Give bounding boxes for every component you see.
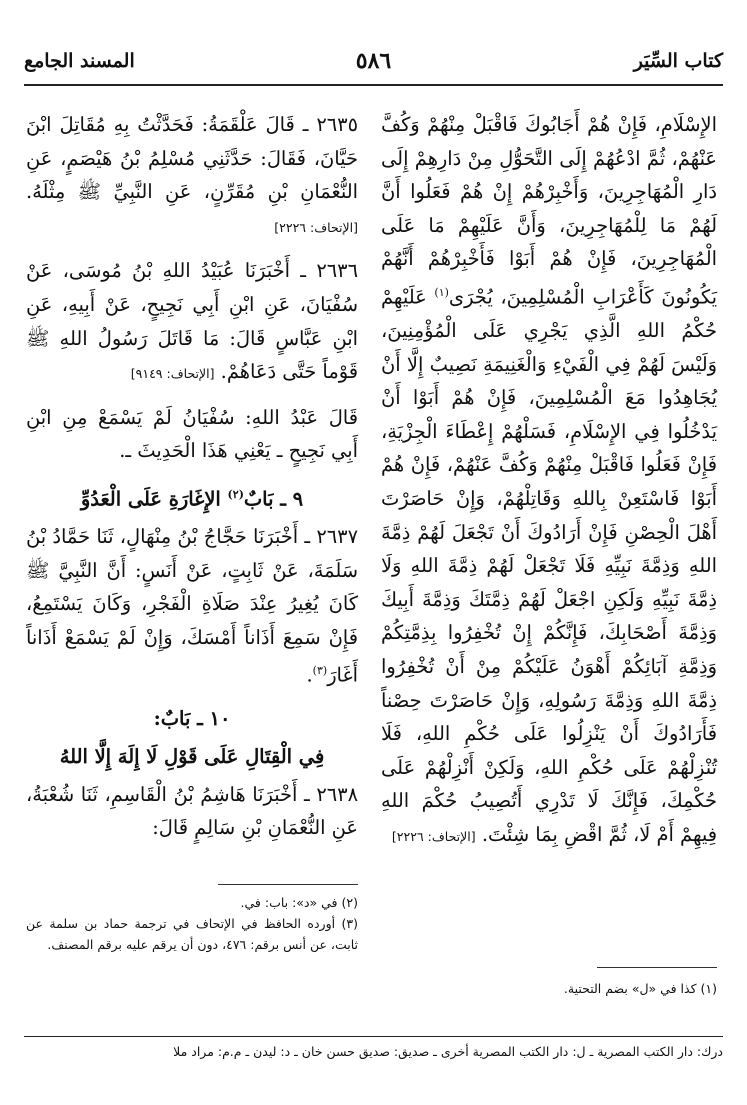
hadith-2636-ref: [الإتحاف: ٩١٤٩] xyxy=(130,366,215,382)
page-header xyxy=(24,48,723,82)
footnote-2: (٢) في «د»: باب: في. xyxy=(240,895,358,910)
chapter-9-number: ٩ ـ بَابٌ xyxy=(243,487,304,511)
footnotes-left xyxy=(26,892,358,955)
hadith-2637: ٢٦٣٧ ـ أَخْبَرَنَا حَجَّاجُ بْنُ مِنْهَالٍ، ثَنَا حَمَّادُ بْنُ سَلَمَةَ، عَنْ ثَابِتٍ، عَنْ أَنَسٍ: أَنَّ النَّبِيَّ ﷺ كَانَ يُغِيرُ عِنْدَ صَلَاةِ الْفَجْرِ، وَكَانَ يَسْتَمِعُ، فَإِنْ سَمِعَ أَذَاناً أَمْسَكَ، وَإِنْ لَمْ يَسْمَعْ أَذَاناً أَغَارَ$^{(٣)}$. xyxy=(26,525,358,687)
footnote-rule-left xyxy=(218,884,358,885)
hadith-2635 xyxy=(26,108,358,244)
hadith-2637-text: ٢٦٣٧ ـ أَخْبَرَنَا حَجَّاجُ بْنُ مِنْهَالٍ، ثَنَا حَمَّادُ بْنُ سَلَمَةَ، عَنْ ثَابِتٍ، عَنْ أَنَسٍ: أَنَّ النَّبِيَّ ﷺ كَانَ يُغِيرُ عِنْدَ صَلَاةِ الْفَجْرِ، وَكَانَ يَسْتَمِعُ، فَإِنْ سَمِعَ أَذَاناً أَمْسَكَ، وَإِنْ لَمْ يَسْمَعْ أَذَاناً أَغَارَ xyxy=(26,525,358,687)
footnote-marker-1[interactable]: (١) xyxy=(434,285,449,299)
footnote-rule-right xyxy=(597,967,717,968)
paragraph-part-2: عَلَيْهِمْ حُكْمُ اللهِ الَّذِي يَجْرِي عَلَى الْمُؤْمِنِينَ، وَلَيْسَ لَهُمْ فِي الْفَيْءِ وَالْغَنِيمَةِ نَصِيبٌ إِلَّا أَنْ يُجَاهِدُوا مَعَ الْمُسْلِمِينَ، فَإِنْ هُمْ أَبَوْا أَنْ يَدْخُلُوا فِي الإِسْلَامِ، فَسَلْهُمْ إِعْطَاءَ الْجِزْيَةِ، فَإِنْ فَعَلُوا فَاقْبَلْ مِنْهُمْ وَكُفَّ عَنْهُمْ، فَإِنْ هُمْ أَبَوْا فَاسْتَعِنْ بِاللهِ وَقَاتِلْهُمْ، وَإِنْ حَاصَرْتَ أَهْلَ الْحِصْنِ فَإِنْ أَرَادُوكَ أَنْ تَجْعَلَ لَهُمْ ذِمَّةَ اللهِ وَذِمَّةَ نَبِيِّهِ فَلَا تَجْعَلْ لَهُمْ ذِمَّةَ اللهِ وَلَا ذِمَّةَ نَبِيِّهِ وَلَكِنِ اجْعَلْ لَهُمْ ذِمَّتَكَ وَذِمَّةَ أَبِيكَ وَذِمَّةَ أَصْحَابِكَ، فَإِنَّكُمْ إِنْ تُخْفِرُوا بِذِمَّتِكُمْ وَذِمَّةِ آبَائِكُمْ أَهْوَنُ عَلَيْكُمْ مِنْ أَنْ تُخْفِرُوا ذِمَّةَ اللهِ وَذِمَّةَ رَسُولِهِ، وَإِنْ حَاصَرْتَ حِصْناً فَأَرَادُوكَ أَنْ يَنْزِلُوا عَلَى حُكْمِ اللهِ، فَلَا تُنْزِلْهُمْ عَلَى حُكْمِ اللهِ، وَلَكِنْ أَنْزِلْهُمْ عَلَى حُكْمِكَ، فَإِنَّكَ لَا تَدْرِي أَتُصِيبُ حُكْمَ اللهِ فِيهِمْ أَمْ لَا، ثُمَّ اقْضِ بِمَا شِئْتَ. xyxy=(381,285,717,846)
series-title: المسند الجامع xyxy=(24,50,135,72)
chapter-9-title: الإِغَارَةِ عَلَى الْعَدُوِّ xyxy=(80,487,221,511)
hadith-2638: ٢٦٣٨ ـ أَخْبَرَنَا هَاشِمُ بْنُ الْقَاسِمِ، ثَنَا شُعْبَةُ، عَنِ النُّعْمَانِ بْنِ سَالِمٍ قَالَ: xyxy=(26,782,358,840)
footnote-1: (١) كذا في «ل» بضم التحتية. xyxy=(563,981,717,996)
page-number: ٥٨٦ xyxy=(355,48,392,74)
chapter-10-heading: ١٠ ـ بَابٌ: xyxy=(153,707,231,731)
left-column xyxy=(26,108,358,845)
hadith-2636 xyxy=(26,254,358,390)
hadith-2636-text: ٢٦٣٦ ـ أَخْبَرَنَا عُبَيْدُ اللهِ بْنُ مُوسَى، عَنْ سُفْيَانَ، عَنِ ابْنِ أَبِي نَجِيحٍ، عَنْ أَبِيهِ، عَنِ ابْنِ عَبَّاسٍ قَالَ: مَا قَاتَلَ رَسُولُ اللهِ ﷺ قَوْماً حَتَّى دَعَاهُمْ. xyxy=(26,259,358,384)
colophon-rule xyxy=(24,1036,723,1037)
hadith-2635-text: ٢٦٣٥ ـ قَالَ عَلْقَمَةُ: فَحَدَّثْتُ بِهِ مُقَاتِلَ ابْنَ حَيَّانَ، فَقَالَ: حَدَّثَنِي مُسْلِمُ بْنُ هَيْصَمٍ، عَنِ النُّعْمَانِ بْنِ مُقَرِّنٍ، عَنِ النَّبِيِّ ﷺ مِثْلَهُ. xyxy=(26,113,358,204)
footnotes-right xyxy=(381,978,717,999)
paragraph-part-1: الإِسْلَامِ، فَإِنْ هُمْ أَجَابُوكَ فَاقْبَلْ مِنْهُمْ وَكُفَّ عَنْهُمْ، ثُمَّ ادْعُهُمْ إِلَى التَّحَوُّلِ مِنْ دَارِهِمْ إِلَى دَارِ الْمُهَاجِرِينَ، وَأَخْبِرْهُمْ إِنْ هُمْ فَعَلُوا أَنَّ لَهُمْ مَا لِلْمُهَاجِرِينَ، وَأَنَّ عَلَيْهِمْ مَا عَلَى الْمُهَاجِرِينَ، فَإِنْ هُمْ أَبَوْا فَأَخْبِرْهُمْ أَنَّهُمْ يَكُونُونَ كَأَعْرَابِ الْمُسْلِمِينَ، يُجْرَى xyxy=(381,113,717,309)
chapter-10-title: فِي الْقِتَالِ عَلَى قَوْلِ لَا إِلَهَ إِلَّا اللهُ xyxy=(59,745,325,769)
header-rule xyxy=(24,84,723,86)
footnote-3: (٣) أورده الحافظ في الإتحاف في ترجمة حماد بن سلمة عن ثابت، عن أنس برقم: ٤٧٦، دون أن يرقم عليه برقم المصنف. xyxy=(26,916,358,952)
book-title: كتاب السِّيَر xyxy=(633,50,723,72)
author-comment: قَالَ عَبْدُ اللهِ: سُفْيَانُ لَمْ يَسْمَعْ مِنِ ابْنِ أَبِي نَجِيحٍ ـ يَعْنِي هَذَا الْحَدِيثَ ـ. xyxy=(26,405,358,463)
hadith-2635-ref: [الإتحاف: ٢٢٢٦] xyxy=(274,219,358,235)
footnote-marker-2[interactable]: (٢) xyxy=(227,487,244,501)
right-column xyxy=(381,108,717,854)
chapter-9-heading xyxy=(26,478,358,516)
hadith-text-continued xyxy=(381,108,717,854)
footnote-marker-3[interactable]: (٣) xyxy=(312,664,328,678)
manuscript-sigla: درك: دار الكتب المصرية ـ ل: دار الكتب المصرية أخرى ـ صديق: صديق حسن خان ـ د: ليدن ـ م.م: مراد ملا xyxy=(173,1044,723,1059)
ithaf-reference: [الإتحاف: ٢٢٢٦] xyxy=(391,828,476,844)
